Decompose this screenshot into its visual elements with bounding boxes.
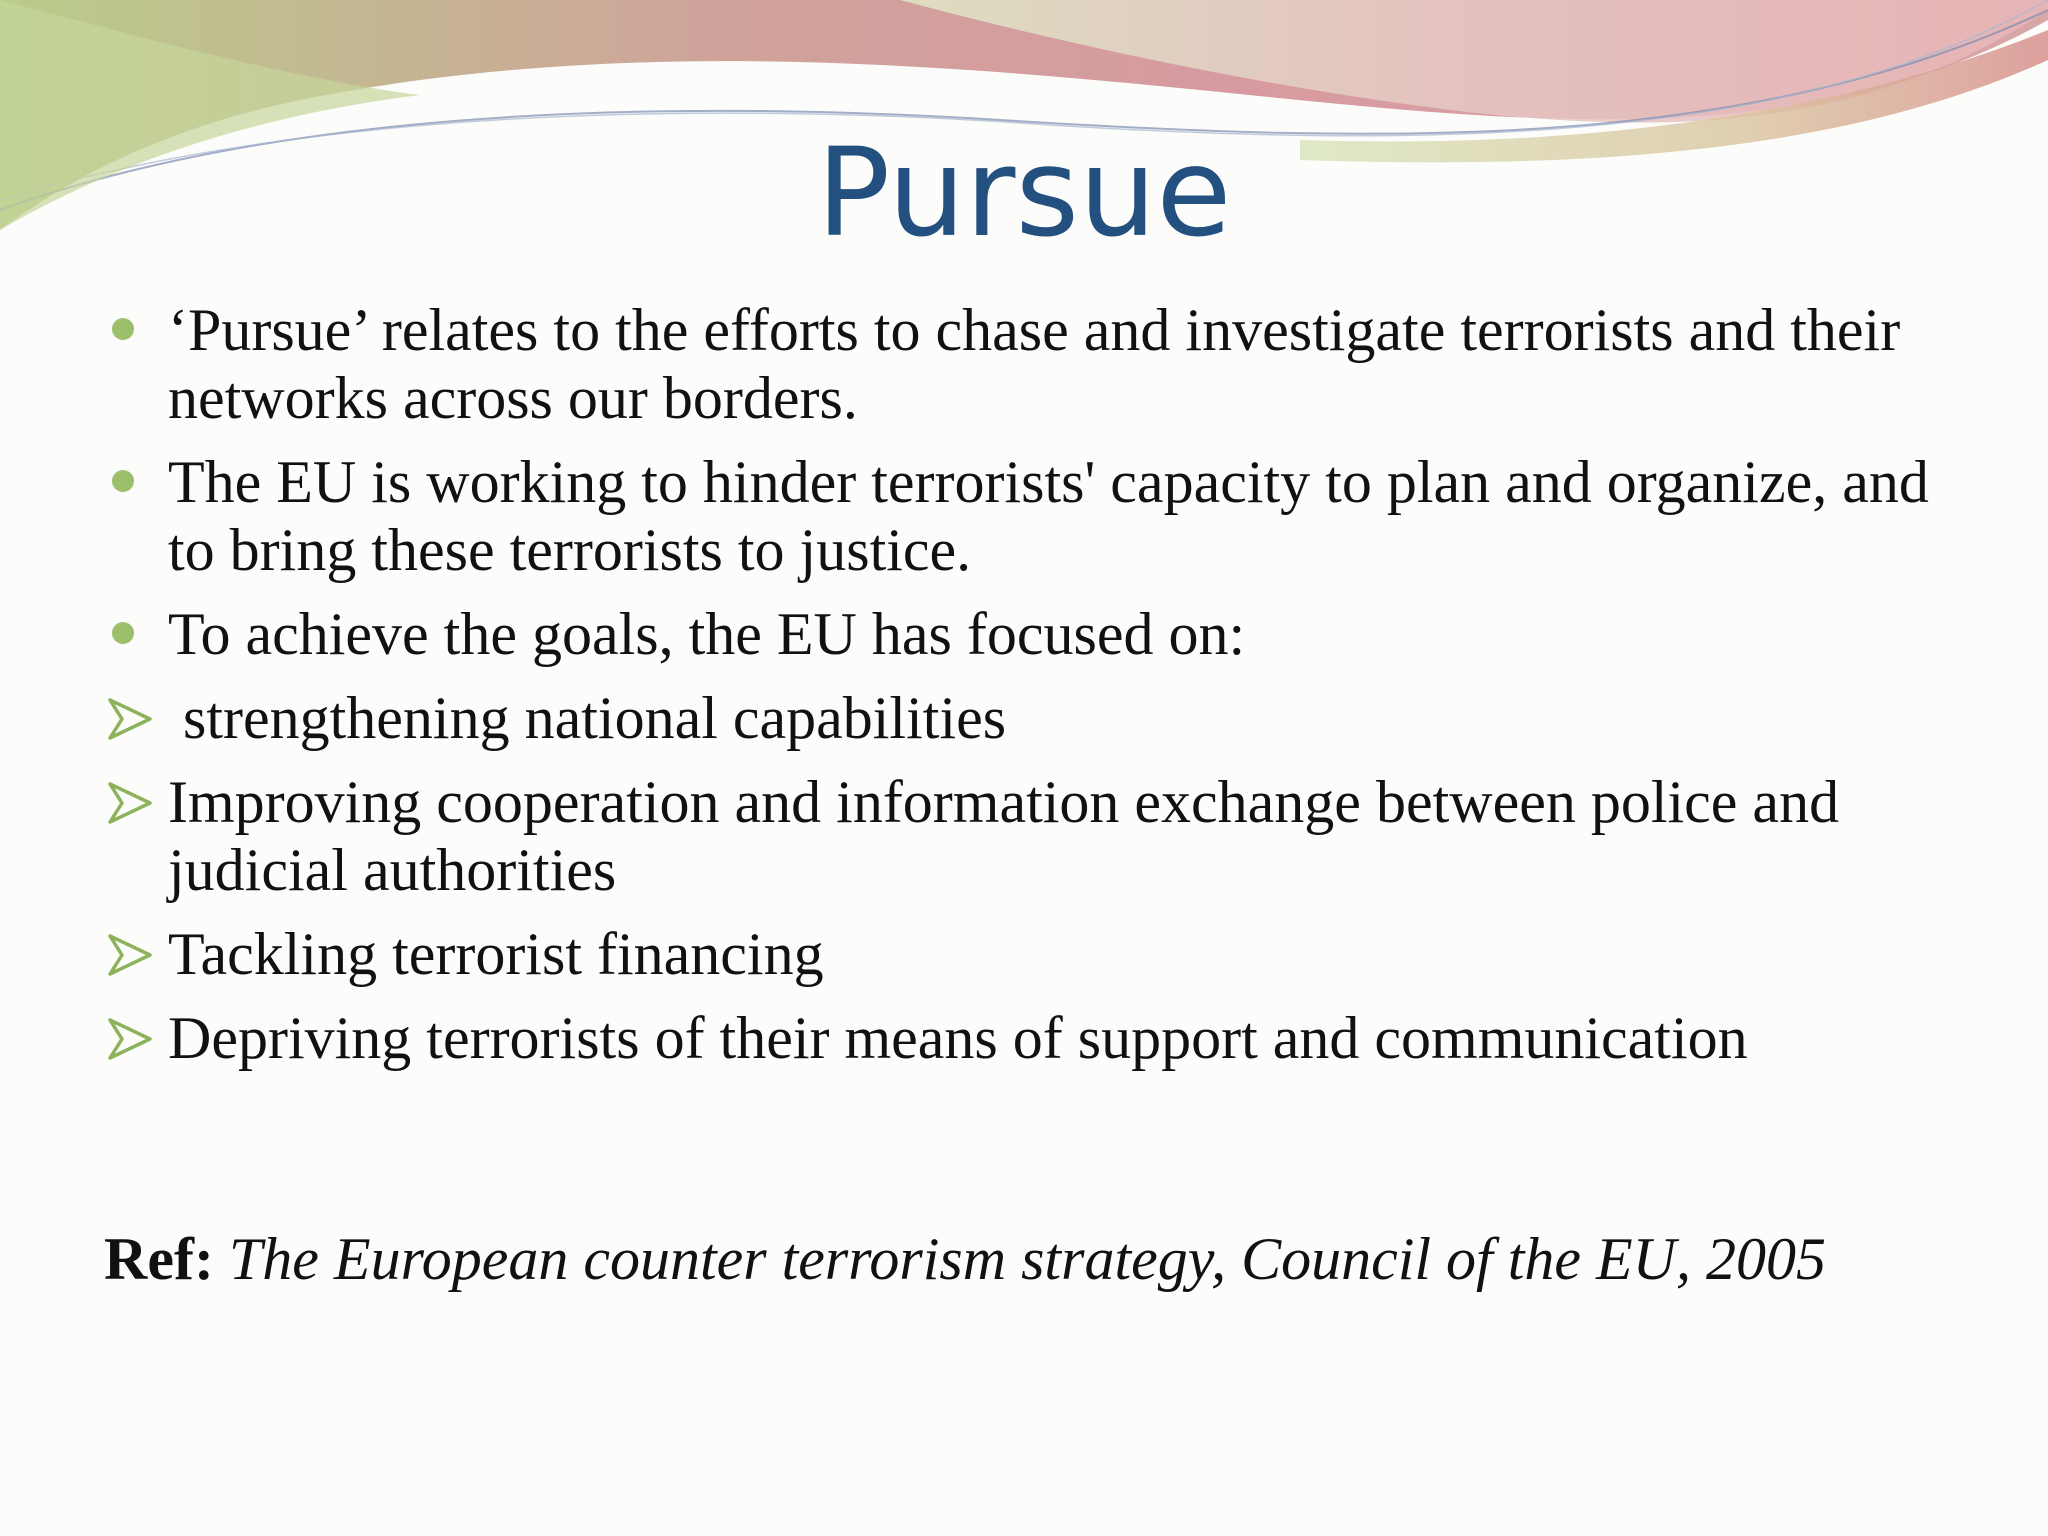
bullet-text: Tackling terrorist financing — [168, 921, 824, 987]
slide-title: Pursue — [816, 122, 1232, 264]
bullet-text: To achieve the goals, the EU has focused on: — [168, 601, 1246, 667]
list-item — [104, 296, 1984, 432]
reference-citation: The European counter terrorism strategy, Council of the EU, 2005 — [213, 1226, 1827, 1292]
arrowhead-bullet-icon — [108, 934, 152, 976]
list-item — [104, 600, 1984, 668]
bullet-text: Depriving terrorists of their means of support and communication — [168, 1005, 1748, 1071]
list-item — [104, 768, 1984, 904]
arrowhead-bullet-icon — [108, 698, 152, 740]
bullet-text: ‘Pursue’ relates to the efforts to chase and investigate terrorists and their networks across our borders. — [168, 297, 1901, 431]
list-item — [104, 920, 1984, 988]
reference — [104, 1224, 1984, 1294]
circle-bullet-icon — [112, 622, 134, 644]
list-item — [104, 684, 1984, 752]
circle-bullet-icon — [112, 470, 134, 492]
list-item — [104, 448, 1984, 584]
list-item — [104, 1004, 1984, 1072]
bullet-list — [104, 296, 1984, 1088]
arrowhead-bullet-icon — [108, 782, 152, 824]
bullet-text: Improving cooperation and information exchange between police and judicial authorities — [168, 769, 1840, 903]
circle-bullet-icon — [112, 318, 134, 340]
bullet-text: The EU is working to hinder terrorists' capacity to plan and organize, and to bring these terrorists to justice. — [168, 449, 1929, 583]
bullet-text: strengthening national capabilities — [168, 685, 1007, 751]
arrowhead-bullet-icon — [108, 1018, 152, 1060]
reference-label: Ref: — [104, 1226, 214, 1292]
